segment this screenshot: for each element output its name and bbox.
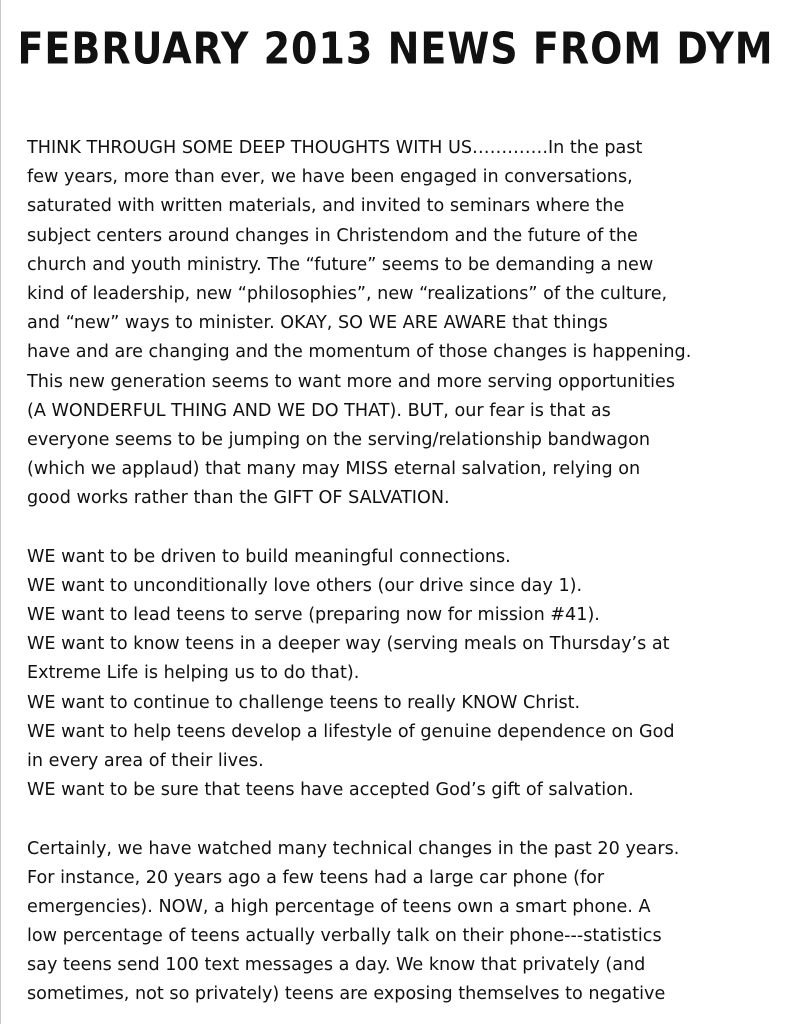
- list-line: WE want to know teens in a deeper way (serving meals on Thursday’s at: [27, 634, 670, 655]
- paragraph-technical-changes: [27, 835, 777, 1010]
- text-line: and “new” ways to minister. OKAY, SO WE ARE AWARE that things: [27, 313, 608, 334]
- text-line: kind of leadership, new “philosophies”, new “realizations” of the culture,: [27, 283, 668, 304]
- text-line: everyone seems to be jumping on the serving/relationship bandwagon: [27, 429, 651, 450]
- text-line: have and are changing and the momentum of those changes is happening.: [27, 342, 692, 363]
- list-line: WE want to help teens develop a lifestyle of genuine dependence on God: [27, 721, 675, 742]
- text-line: church and youth ministry. The “future” seems to be demanding a new: [27, 254, 654, 275]
- paragraph-intro: [27, 134, 777, 513]
- text-line: subject centers around changes in Christendom and the future of the: [27, 225, 638, 246]
- paragraph-spacer: [27, 513, 777, 542]
- text-line: THINK THROUGH SOME DEEP THOUGHTS WITH US………….In the past: [27, 138, 643, 158]
- text-line: good works rather than the GIFT OF SALVATION.: [27, 488, 450, 509]
- text-line: This new generation seems to want more and more serving opportunities: [27, 371, 675, 392]
- page-title: FEBRUARY 2013 NEWS FROM DYM: [17, 23, 774, 74]
- text-line: (which we applaud) that many may MISS eternal salvation, relying on: [27, 459, 641, 480]
- text-line: few years, more than ever, we have been engaged in conversations,: [27, 167, 633, 188]
- list-line: WE want to lead teens to serve (preparing now for mission #41).: [27, 605, 600, 625]
- text-line: say teens send 100 text messages a day. We know that privately (and: [27, 955, 646, 976]
- newsletter-body: [27, 134, 777, 1010]
- text-line: (A WONDERFUL THING AND WE DO THAT). BUT, our fear is that as: [27, 400, 611, 421]
- text-line: For instance, 20 years ago a few teens had a large car phone (for: [27, 867, 605, 888]
- page-edge-divider: [0, 0, 1, 1024]
- text-line: sometimes, not so privately) teens are exposing themselves to negative: [27, 984, 666, 1005]
- list-line: in every area of their lives.: [27, 750, 264, 771]
- list-line: Extreme Life is helping us to do that).: [27, 663, 360, 684]
- list-line: WE want to unconditionally love others (our drive since day 1).: [27, 575, 583, 596]
- list-line: WE want to continue to challenge teens to really KNOW Christ.: [27, 692, 581, 713]
- text-line: saturated with written materials, and invited to seminars where the: [27, 196, 625, 217]
- text-line: Certainly, we have watched many technical changes in the past 20 years.: [27, 838, 680, 859]
- paragraph-we-want-list: [27, 543, 777, 806]
- list-line: WE want to be driven to build meaningful connections.: [27, 546, 511, 567]
- text-line: emergencies). NOW, a high percentage of teens own a smart phone. A: [27, 896, 651, 917]
- text-line: low percentage of teens actually verbally talk on their phone---statistics: [27, 926, 662, 947]
- paragraph-spacer: [27, 805, 777, 834]
- list-line: WE want to be sure that teens have accepted God’s gift of salvation.: [27, 780, 634, 801]
